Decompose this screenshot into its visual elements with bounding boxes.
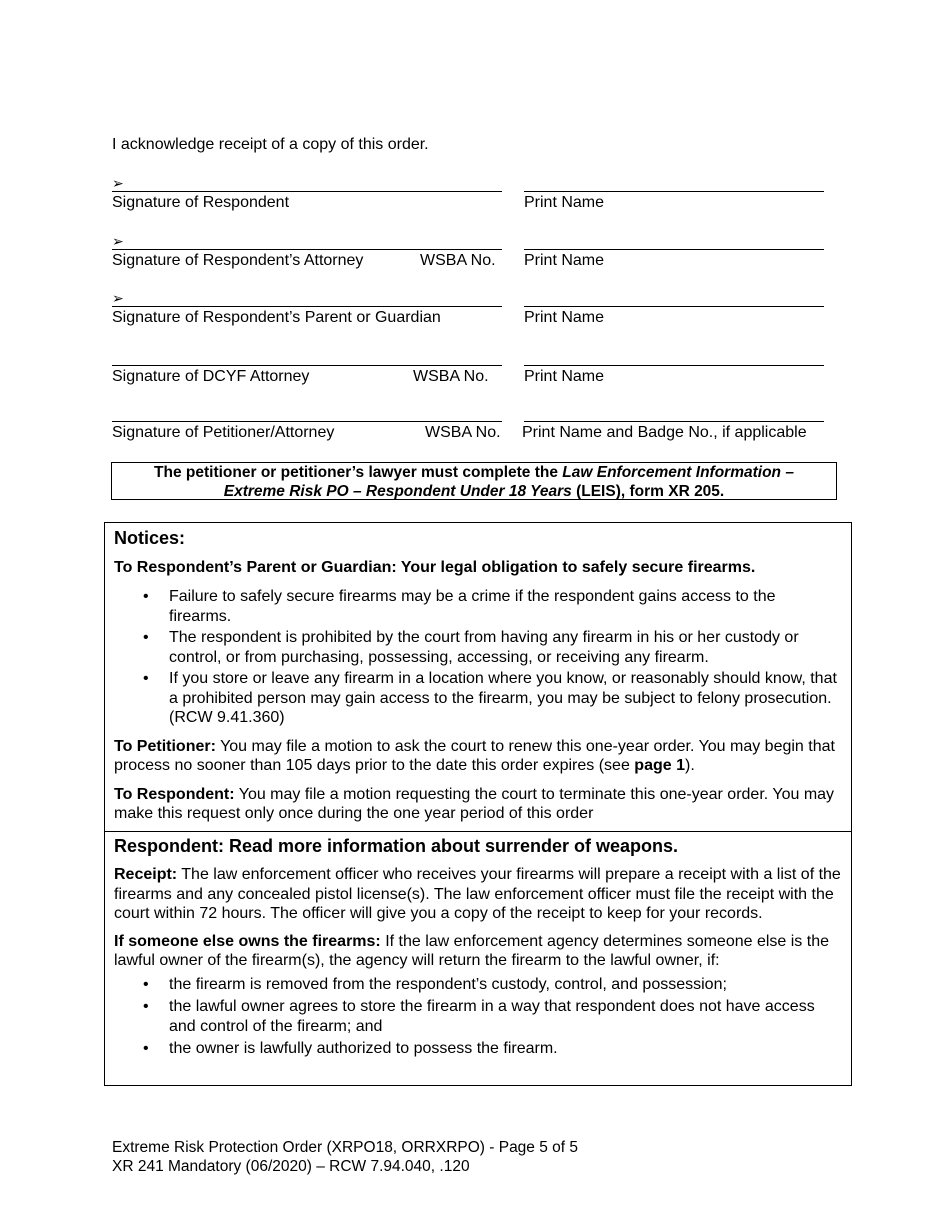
dcyf-attorney-print-name-line[interactable] bbox=[524, 365, 824, 366]
receipt-paragraph: Receipt: The law enforcement officer who receives your firearms will prepare a receipt with a list of the firearms and any concealed pistol license(s). The law enforcement officer must file the receipt with the court within 72 hours. The officer will give you a copy of the receipt to keep for your records. bbox=[114, 866, 841, 922]
bullet-icon: • bbox=[143, 588, 149, 605]
arrow-icon: ➢ bbox=[112, 233, 124, 249]
leis-form-title-part2: Extreme Risk PO – Respondent Under 18 Years bbox=[223, 482, 572, 500]
leis-text-part1: The petitioner or petitioner’s lawyer must complete the bbox=[154, 464, 563, 481]
petitioner-notice: To Petitioner: You may file a motion to ask the court to renew this one-year order. You may begin that process no sooner than 105 days prior to the date this order expires (see page 1). bbox=[114, 737, 835, 774]
parent-guardian-heading: To Respondent’s Parent or Guardian: Your legal obligation to safely secure firearms. bbox=[114, 559, 756, 576]
wsba-label: WSBA No. bbox=[420, 252, 496, 269]
bullet-icon: • bbox=[143, 1040, 149, 1057]
parent-guardian-print-name-line[interactable] bbox=[524, 306, 824, 307]
other-owner-paragraph: If someone else owns the firearms: If the law enforcement agency determines someone else is the lawful owner of the firearm(s), the agency will return the firearm to the lawful owner, if: bbox=[114, 932, 829, 969]
list-item: • the lawful owner agrees to store the firearm in a way that respondent does not have access and control of the firearm; and bbox=[143, 998, 815, 1035]
list-item: • the owner is lawfully authorized to possess the firearm. bbox=[143, 1040, 558, 1057]
surrender-heading: Respondent: Read more information about surrender of weapons. bbox=[114, 836, 679, 856]
dcyf-attorney-signature-line[interactable] bbox=[112, 365, 502, 366]
leis-text-part2: (LEIS), form XR 205. bbox=[571, 482, 725, 500]
arrow-icon: ➢ bbox=[112, 290, 124, 306]
respondent-print-name-line[interactable] bbox=[524, 191, 824, 192]
respondent-signature-line[interactable] bbox=[112, 191, 502, 192]
petitioner-print-name-line[interactable] bbox=[524, 421, 824, 422]
notices-heading: Notices: bbox=[114, 528, 186, 548]
arrow-icon: ➢ bbox=[112, 175, 124, 191]
acknowledgement-text: I acknowledge receipt of a copy of this order. bbox=[112, 136, 429, 153]
print-name-label: Print Name bbox=[524, 194, 605, 211]
dcyf-attorney-signature-label: Signature of DCYF Attorney bbox=[112, 368, 310, 385]
list-item: • The respondent is prohibited by the court from having any firearm in his or her custody or control, or from purchasing, possessing, accessing, or receiving any firearm. bbox=[143, 629, 799, 666]
bullet-icon: • bbox=[143, 629, 149, 646]
print-name-label: Print Name bbox=[524, 368, 605, 385]
print-name-badge-label: Print Name and Badge No., if applicable bbox=[522, 424, 807, 441]
bullet-icon: • bbox=[143, 670, 149, 687]
petitioner-attorney-signature-label: Signature of Petitioner/Attorney bbox=[112, 424, 335, 441]
parent-guardian-signature-label: Signature of Respondent’s Parent or Guardian bbox=[112, 309, 441, 326]
wsba-label: WSBA No. bbox=[425, 424, 501, 441]
leis-form-title-part1: Law Enforcement Information – bbox=[562, 464, 794, 481]
respondent-signature-label: Signature of Respondent bbox=[112, 194, 290, 211]
leis-instruction-box bbox=[111, 462, 837, 500]
page-footer bbox=[112, 1138, 578, 1176]
surrender-panel bbox=[104, 831, 852, 1086]
list-item: • the firearm is removed from the respondent’s custody, control, and possession; bbox=[143, 975, 727, 993]
respondent-attorney-signature-label: Signature of Respondent’s Attorney bbox=[112, 252, 364, 269]
respondent-attorney-signature-line[interactable] bbox=[112, 249, 502, 250]
respondent-notice: To Respondent: You may file a motion requesting the court to terminate this one-year order. You may make this request only once during the one year period of this order bbox=[114, 785, 835, 822]
owner-conditions-list bbox=[114, 975, 841, 1059]
bullet-icon: • bbox=[143, 975, 149, 993]
print-name-label: Print Name bbox=[524, 309, 605, 326]
list-item: • If you store or leave any firearm in a location where you know, or reasonably should know, that a prohibited person may gain access to the firearm, you may be subject to felony prosecution. (RCW 9.41.360) bbox=[143, 670, 837, 726]
parent-guardian-bullet-list bbox=[114, 587, 841, 728]
print-name-label: Print Name bbox=[524, 252, 605, 269]
wsba-label: WSBA No. bbox=[413, 368, 489, 385]
footer-line-2: XR 241 Mandatory (06/2020) – RCW 7.94.040, .120 bbox=[112, 1158, 470, 1175]
bullet-icon: • bbox=[143, 998, 149, 1015]
petitioner-attorney-signature-line[interactable] bbox=[112, 421, 502, 422]
respondent-attorney-print-name-line[interactable] bbox=[524, 249, 824, 250]
footer-line-1: Extreme Risk Protection Order (XRPO18, ORRXRPO) - Page 5 of 5 bbox=[112, 1139, 579, 1156]
notices-panel bbox=[104, 522, 852, 832]
parent-guardian-signature-line[interactable] bbox=[112, 306, 502, 307]
list-item: • Failure to safely secure firearms may be a crime if the respondent gains access to the firearms. bbox=[143, 588, 776, 625]
